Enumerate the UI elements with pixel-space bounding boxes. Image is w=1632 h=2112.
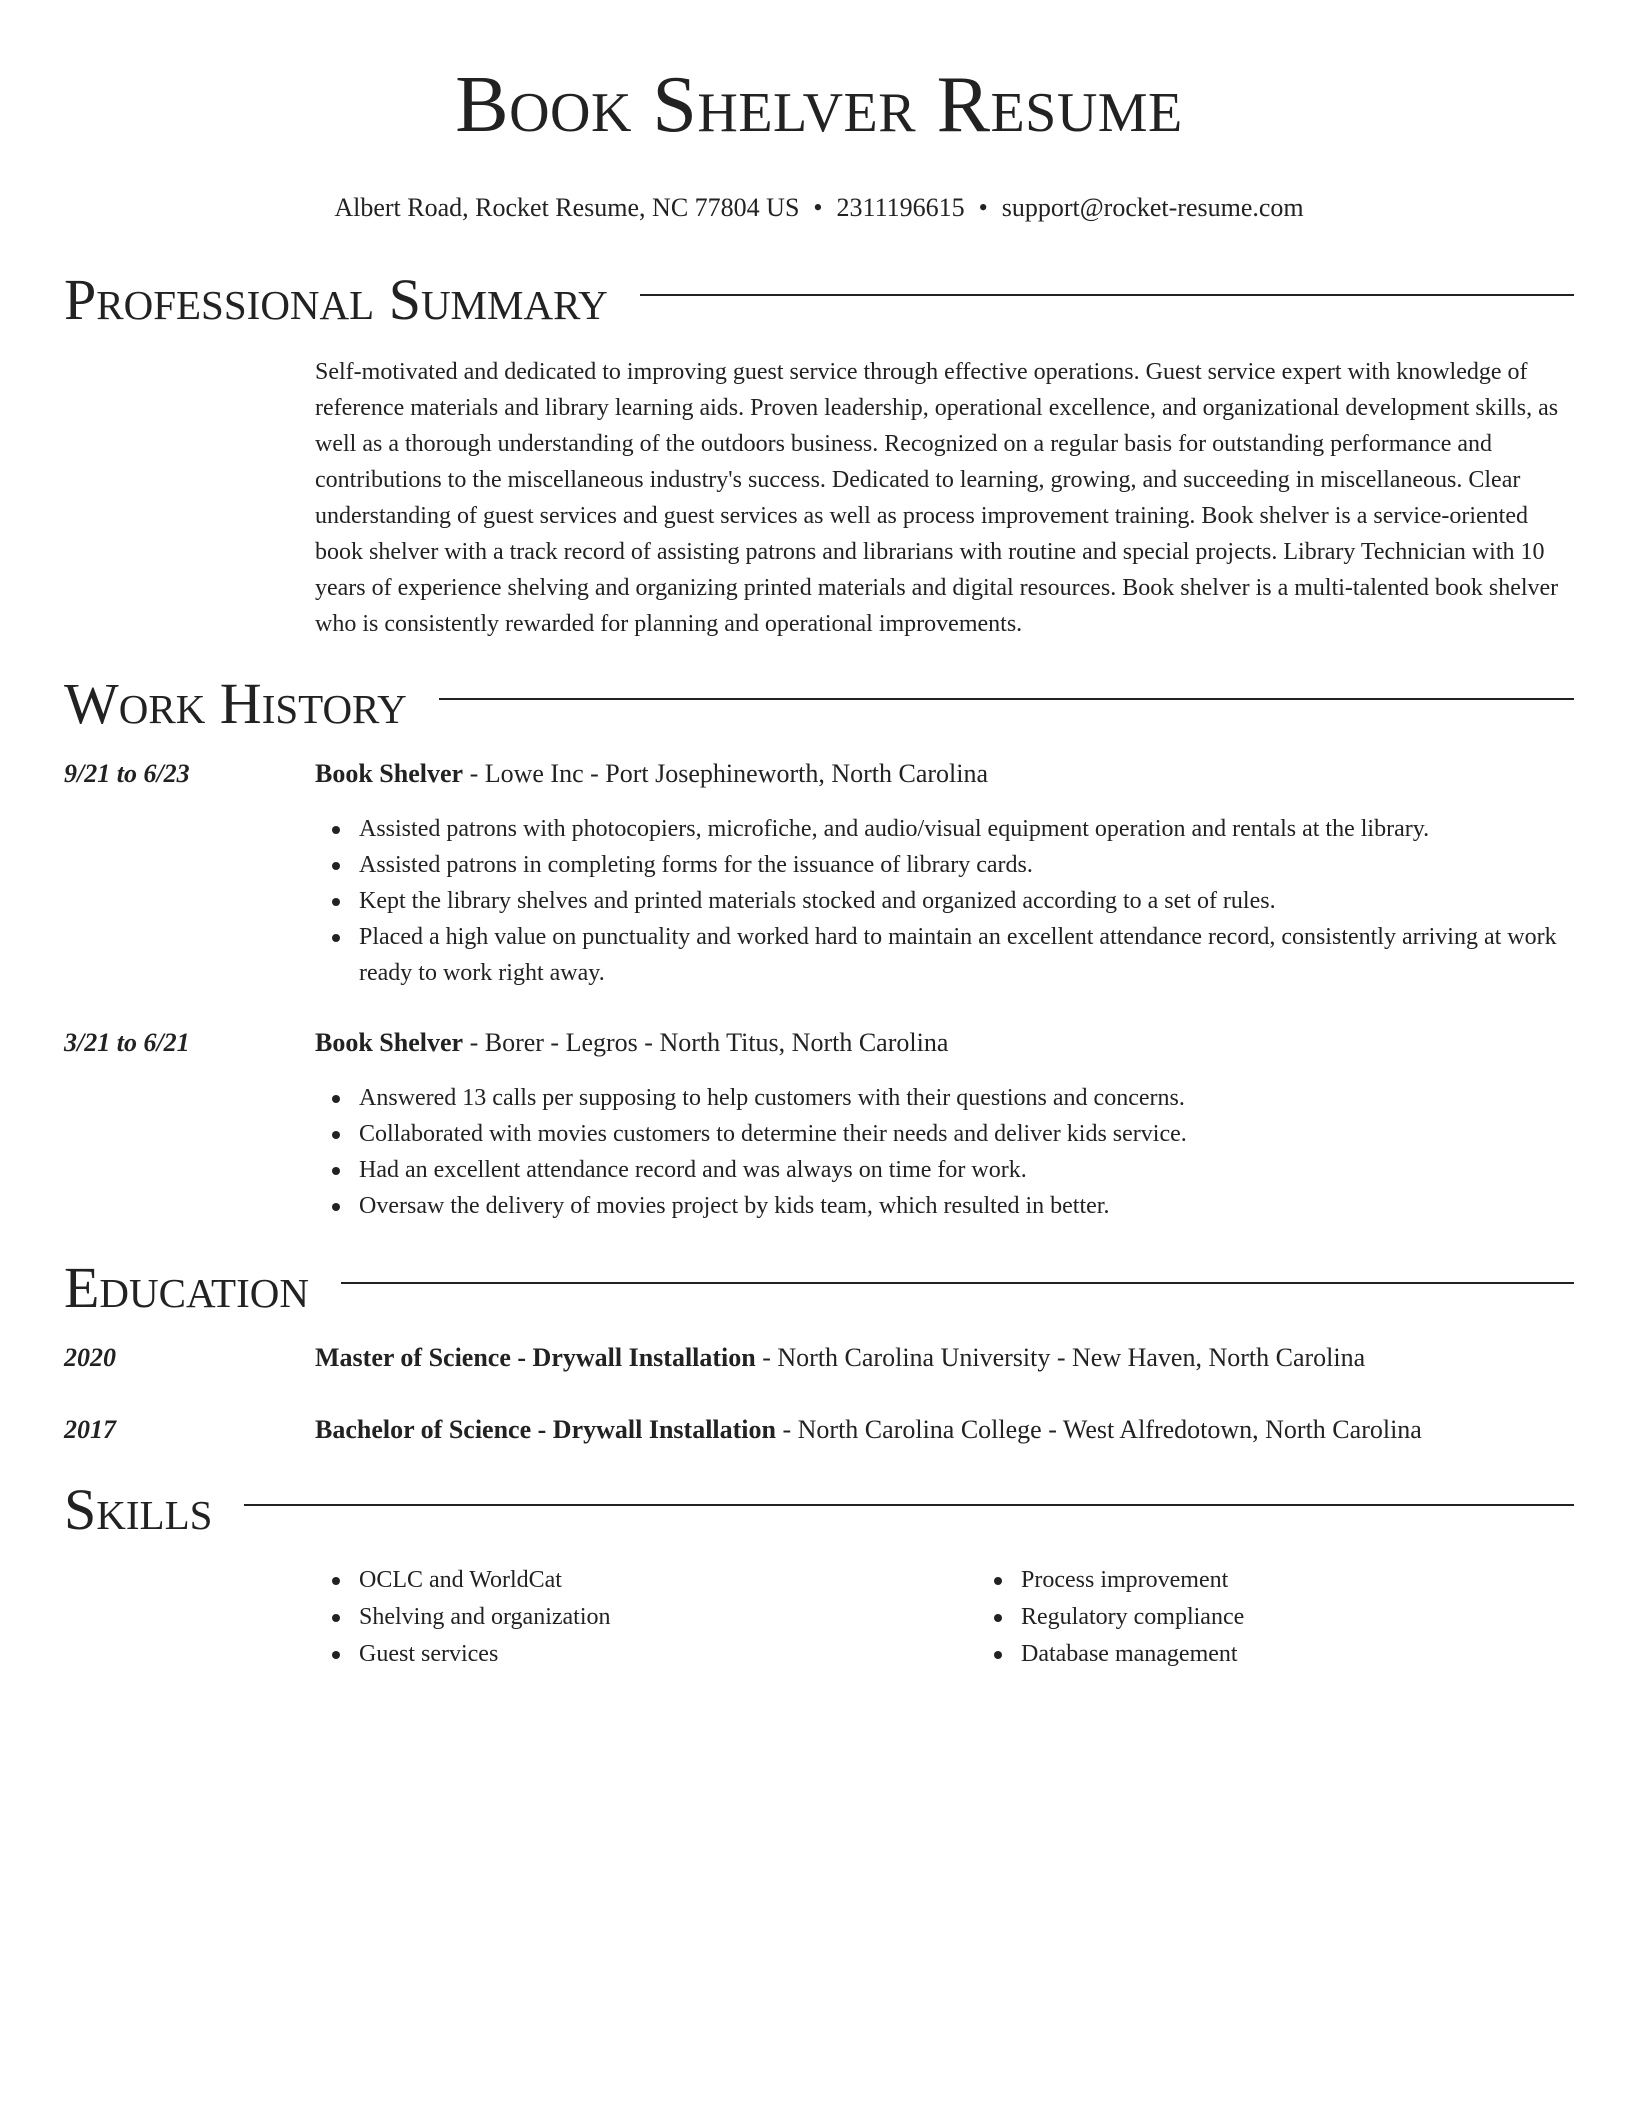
skill-item: OCLC and WorldCat (359, 1562, 977, 1599)
job-title-line (315, 1025, 1574, 1061)
skill-item: Regulatory compliance (1021, 1599, 1632, 1636)
section-divider (244, 1504, 1574, 1506)
section-divider (439, 698, 1574, 700)
education-details: - North Carolina College - West Alfredotown, North Carolina (775, 1415, 1422, 1444)
job-bullets (315, 1080, 1574, 1224)
education-body (315, 1412, 1574, 1448)
job-dates: 3/21 to 6/21 (64, 1028, 190, 1057)
skills-row (64, 1562, 1574, 1673)
job-bullet: Oversaw the delivery of movies project by kids team, which resulted in better. (359, 1188, 1574, 1224)
job-bullet: Assisted patrons in completing forms for the issuance of library cards. (359, 847, 1574, 883)
section-header-education (64, 1254, 1574, 1322)
job-details: - Borer - Legros - North Titus, North Carolina (463, 1028, 949, 1057)
section-header-skills (64, 1476, 1574, 1544)
education-line (315, 1340, 1574, 1376)
contact-email: support@rocket-resume.com (1001, 193, 1304, 222)
education-body (315, 1340, 1574, 1376)
education-degree: Master of Science - Drywall Installation (315, 1343, 756, 1372)
summary-body (315, 354, 1574, 642)
skill-item: Database management (1021, 1636, 1632, 1673)
skills-spacer (64, 1562, 315, 1673)
job-dates: 9/21 to 6/23 (64, 759, 190, 788)
job-details: - Lowe Inc - Port Josephineworth, North Carolina (463, 759, 989, 788)
job-bullet: Kept the library shelves and printed materials stocked and organized according to a set of rules. (359, 883, 1574, 919)
section-divider (640, 294, 1574, 296)
summary-spacer (64, 354, 315, 642)
education-line (315, 1412, 1574, 1448)
job-entry (64, 756, 1574, 991)
education-details: - North Carolina University - New Haven, North Carolina (755, 1343, 1366, 1372)
contact-phone: 2311196615 (836, 193, 965, 222)
education-entry (64, 1412, 1574, 1448)
education-degree: Bachelor of Science - Drywall Installation (315, 1415, 776, 1444)
job-bullet: Collaborated with movies customers to determine their needs and deliver kids service. (359, 1116, 1574, 1152)
education-entry (64, 1340, 1574, 1376)
skills-column-right (977, 1562, 1632, 1673)
contact-address: Albert Road, Rocket Resume, NC 77804 US (334, 193, 800, 222)
skills-grid (315, 1562, 1632, 1673)
job-role: Book Shelver (315, 759, 464, 788)
education-year: 2020 (64, 1343, 116, 1372)
section-title-work-history: Work History (64, 671, 407, 736)
education-year: 2017 (64, 1415, 116, 1444)
job-bullet: Answered 13 calls per supposing to help customers with their questions and concerns. (359, 1080, 1574, 1116)
job-bullets (315, 811, 1574, 991)
skill-item: Process improvement (1021, 1562, 1632, 1599)
section-header-summary (64, 266, 1574, 334)
job-body (315, 1025, 1574, 1224)
contact-separator: • (813, 193, 823, 222)
skill-item: Guest services (359, 1636, 977, 1673)
skill-item: Shelving and organization (359, 1599, 977, 1636)
summary-row (64, 354, 1574, 642)
job-bullet: Placed a high value on punctuality and worked hard to maintain an excellent attendance record, consistently arriving at work ready to work right away. (359, 919, 1574, 991)
section-header-work-history (64, 670, 1574, 738)
contact-separator: • (978, 193, 988, 222)
section-divider (341, 1282, 1574, 1284)
job-bullet: Assisted patrons with photocopiers, microfiche, and audio/visual equipment operation and rentals at the library. (359, 811, 1574, 847)
section-title-skills: Skills (64, 1477, 213, 1542)
section-title-education: Education (64, 1255, 309, 1320)
skills-column-left (315, 1562, 977, 1673)
job-entry (64, 1025, 1574, 1224)
job-body (315, 756, 1574, 991)
section-title-summary: Professional Summary (64, 267, 608, 332)
summary-text: Self-motivated and dedicated to improving guest service through effective operations. Guest service expert with knowledge of reference materials and library learning aids. Proven leadership, operational excellence, and organizational development skills, as well as a thorough understanding of the outdoors business. Recognized on a regular basis for outstanding performance and contributions to the miscellaneous industry's success. Dedicated to learning, growing, and succeeding in miscellaneous. Clear understanding of guest services and guest services as well as process improvement training. Book shelver is a service-oriented book shelver with a track record of assisting patrons and librarians with routine and special projects. Library Technician with 10 years of experience shelving and organizing printed materials and digital resources. Book shelver is a multi-talented book shelver who is consistently rewarded for planning and operational improvements. (315, 359, 1559, 637)
job-title-line (315, 756, 1574, 792)
contact-line (64, 192, 1574, 224)
job-role: Book Shelver (315, 1028, 464, 1057)
job-bullet: Had an excellent attendance record and was always on time for work. (359, 1152, 1574, 1188)
resume-title: Book Shelver Resume (455, 61, 1183, 149)
